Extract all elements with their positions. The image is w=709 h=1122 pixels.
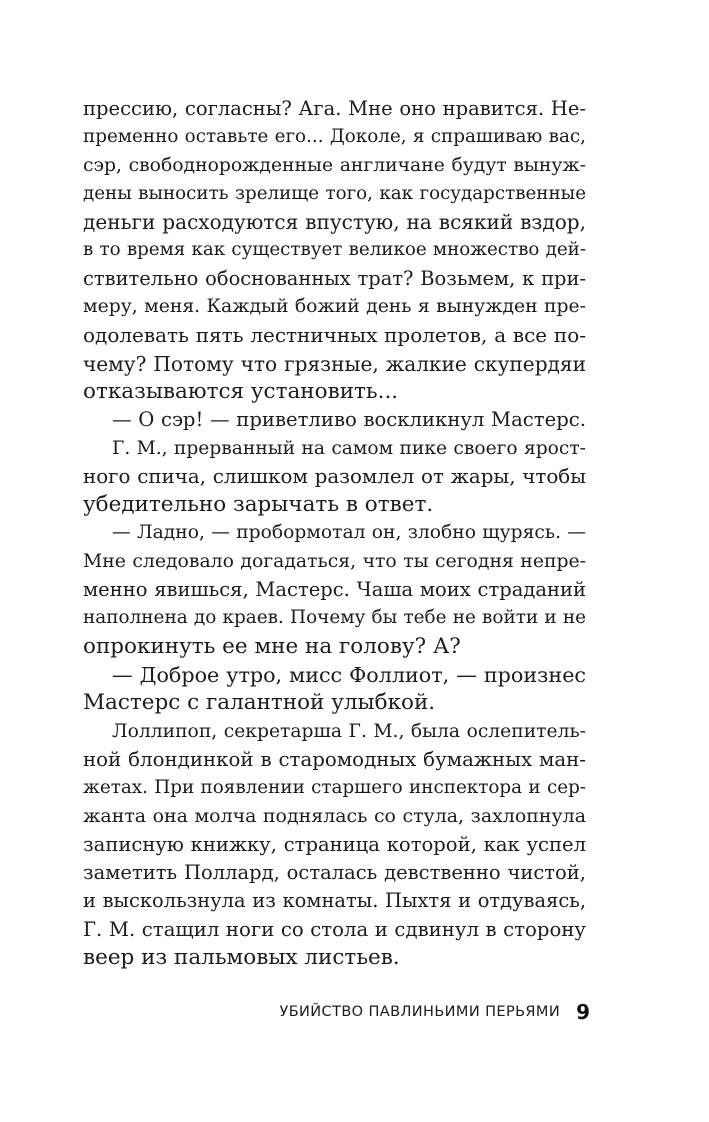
text-line: ствительно обоснованных трат? Возьмем, к при- [83,266,586,290]
paragraph-last-line: убедительно зарычать в ответ. [83,492,434,518]
text-line: Г. М. стащил ноги со стола и сдвинул в сторону [83,917,586,941]
page-footer [0,1000,590,1030]
text-line: и выскользнула из комнаты. Пыхтя и отдуваясь, [83,889,586,913]
paragraph-last-line: опрокинуть ее мне на голову? А? [83,633,461,659]
text-line: пременно оставьте его... Доколе, я спрашиваю вас, [83,126,586,148]
text-line: чему? Потому что грязные, жалкие скупердяи [83,351,586,376]
text-line: ной блондинкой в старомодных бумажных ман- [83,747,586,771]
paragraph-last-line: Мастерс с галантной улыбкой. [83,690,436,716]
text-line: сэр, свободнорожденные англичане будут вынуж- [83,154,586,176]
text-line: жетах. При появлении старшего инспектора и сер- [83,777,586,799]
paragraph-last-line: отказываются установить... [83,378,399,404]
paragraph-first-line: Лоллипоп, секретарша Г. М., была ослепитель- [112,720,586,742]
text-line: ного спича, слишком разомлел от жары, чтобы [83,464,586,488]
text-line: одолевать пять лестничных пролетов, а все по- [83,323,586,348]
text-line: жанта она молча поднялась со стула, захлопнула [83,805,586,828]
paragraph-first-line: — Ладно, — пробормотал он, злобно щурясь. — [112,522,586,544]
text-line: меру, меня. Каждый божий день я вынужден пре- [83,296,586,318]
body-text [83,95,586,972]
text-line: Мне следовало догадаться, что ты сегодня непре- [83,550,586,572]
text-line: менно явишься, Мастерс. Чаша моих страданий [83,578,586,602]
text-line: прессию, согласны? Ага. Мне оно нравится. Не- [83,97,586,120]
paragraph-first-line: — Доброе утро, мисс Фоллиот, — произнес [112,662,586,687]
paragraph-first-line: Г. М., прерванный на самом пике своего ярост- [112,437,586,459]
text-line: в то время как существует великое множество дей- [83,239,586,261]
running-title: УБИЙСТВО ПАВЛИНЬИМИ ПЕРЬЯМИ [279,1004,561,1020]
text-line: деньги расходуются впустую, на всякий вздор, [83,210,586,235]
paragraph-last-line: веер из пальмовых листьев. [83,944,400,970]
paragraph-first-line: — О сэр! — приветливо воскликнул Мастерс. [112,408,586,432]
page-number: 9 [576,1000,590,1024]
text-line: записную книжку, страница которой, как успел [83,832,586,856]
text-line: дены выносить зрелище того, как государственные [83,182,586,204]
text-line: наполнена до краев. Почему бы тебе не войти и не [83,607,586,629]
text-line: заметить Поллард, осталась девственно чистой, [83,861,586,885]
